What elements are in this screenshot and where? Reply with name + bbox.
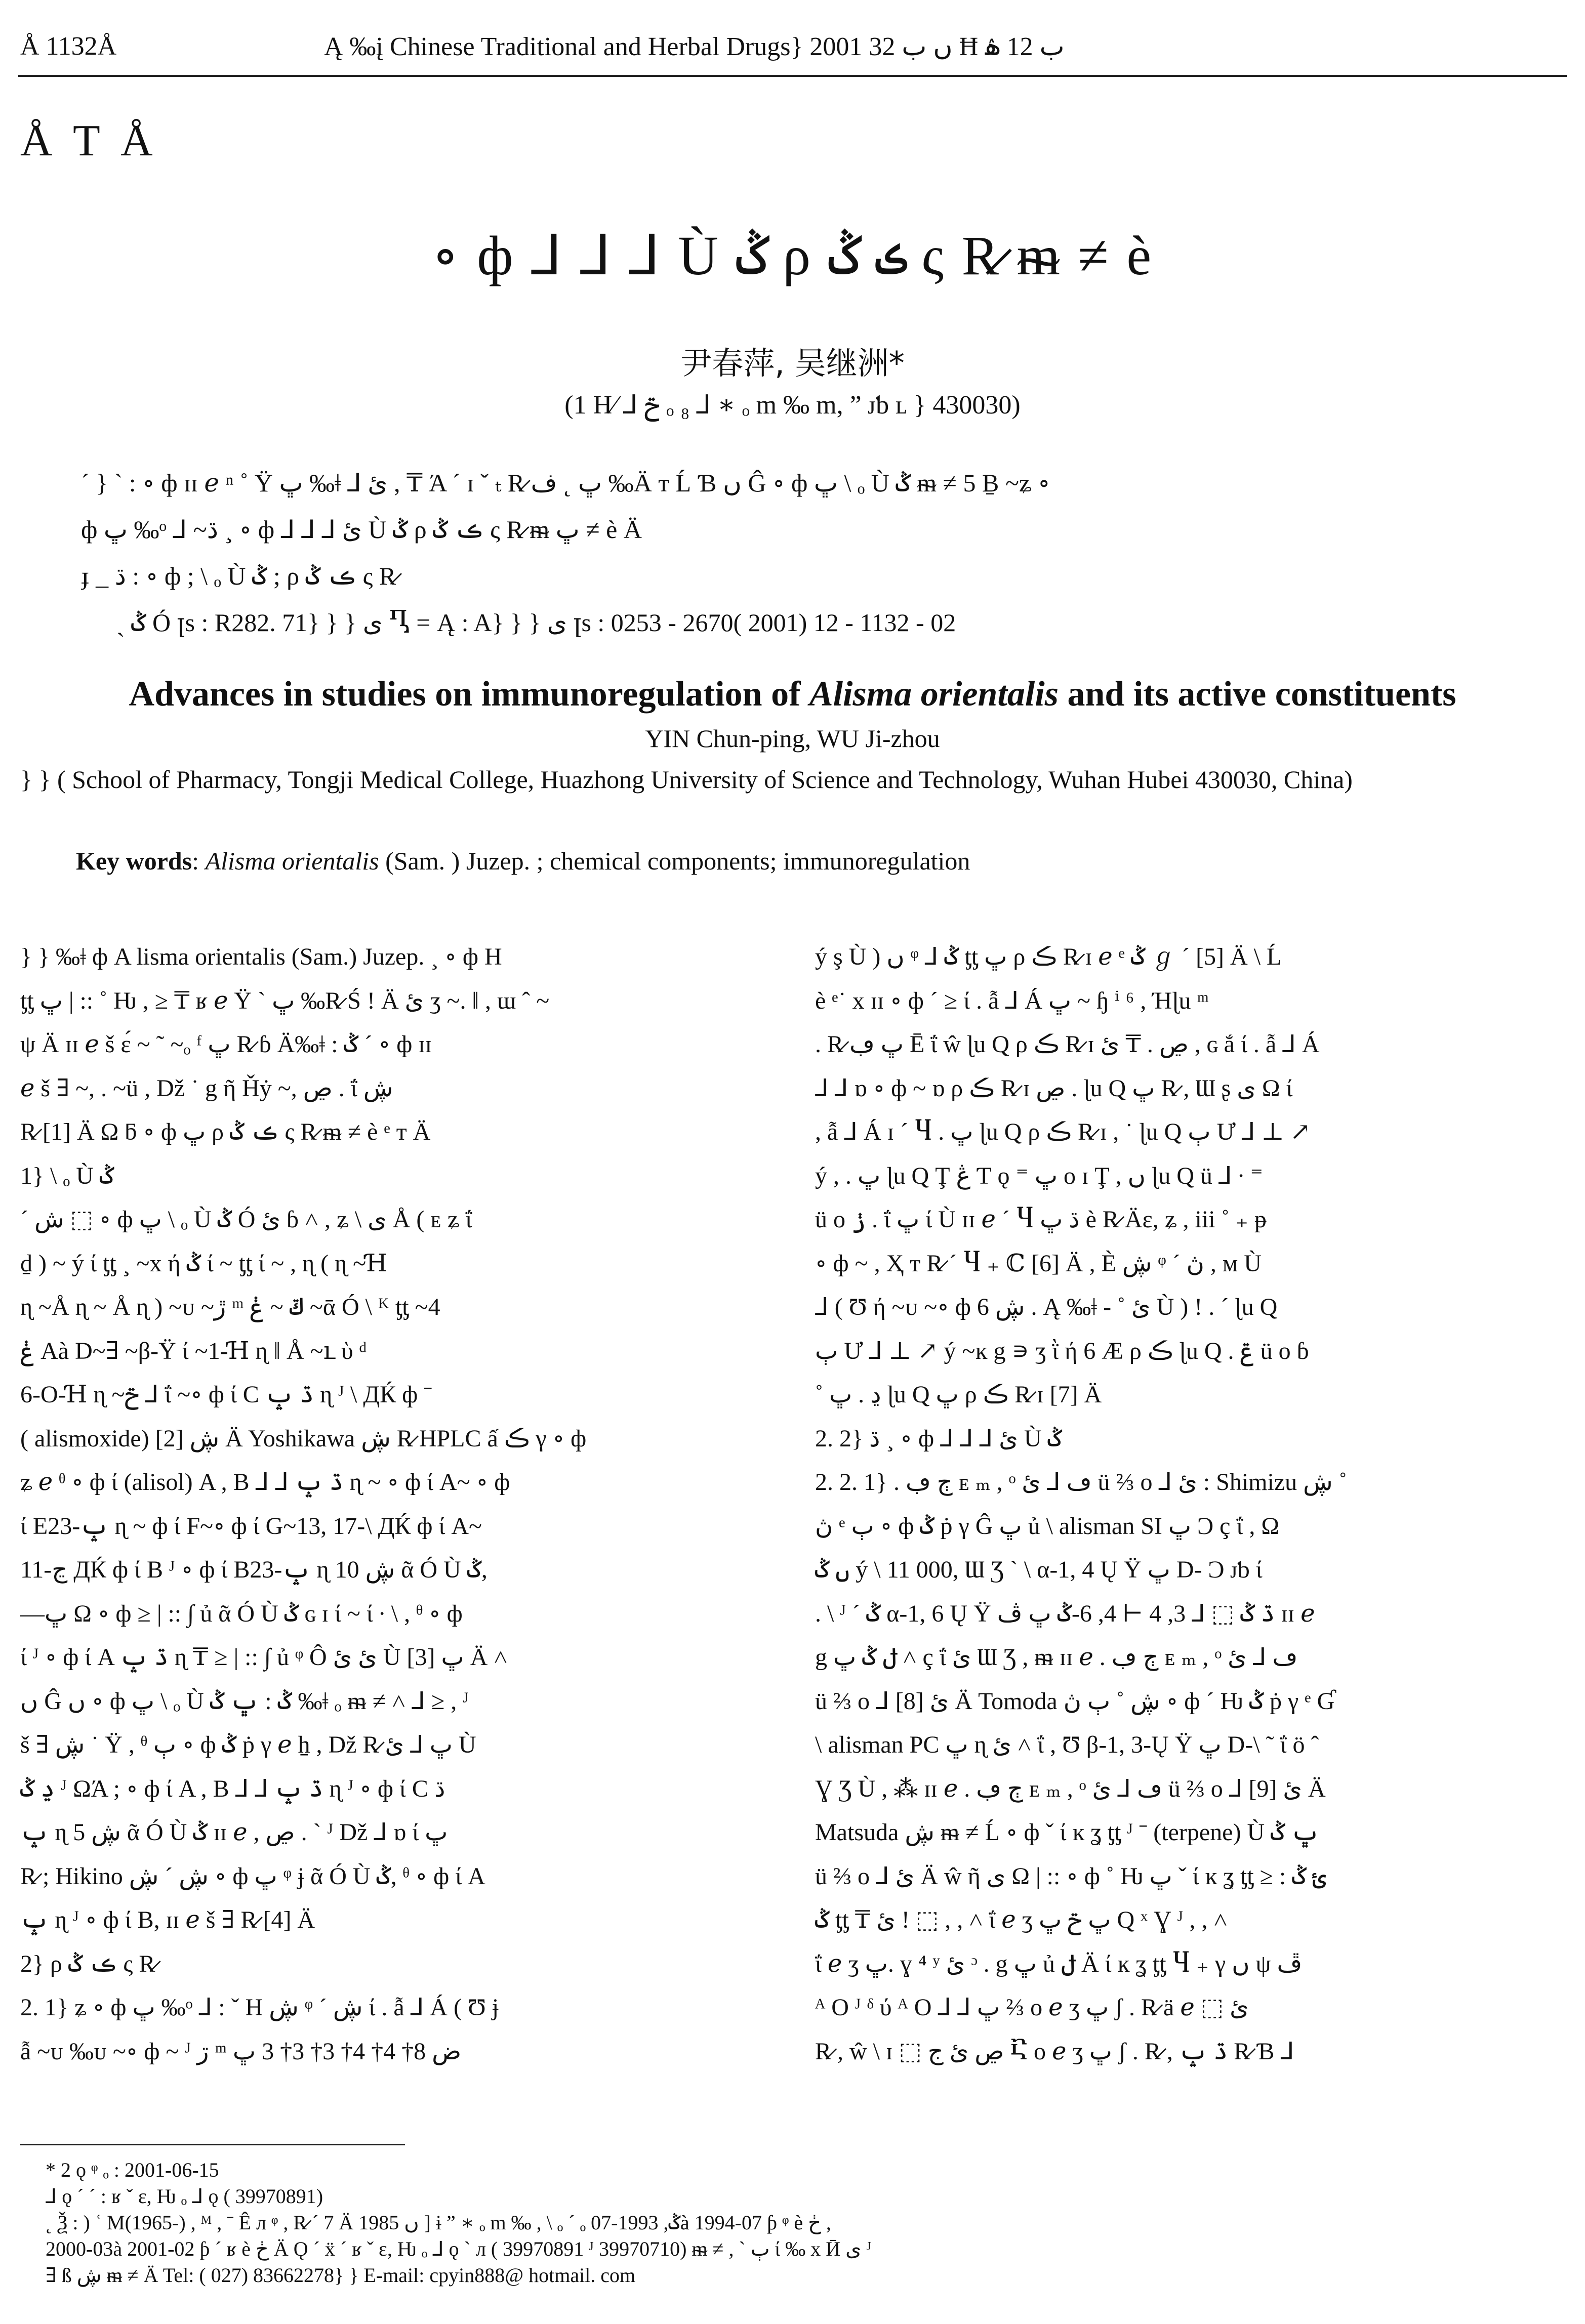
body-line: ℯ š ∃ ~, . ~ü , Dž ˙ g ῆ Ȟẏ ~, ڝ . ΐ ڜ — [20, 1074, 393, 1102]
footnote-line: ⅃ ǫ ˊ ˊ : ʁ ˇ ɛ, Ƕ ₒ ⅃ ǫ ( 39970891) — [46, 2185, 323, 2208]
body-line: ڍ ݣ ᴶ ΩΆ ; ∘ ф ί A , B ⅃ ⅃ ڌ ݒ ɳ ᴶ ∘ ф ί C ڌ — [20, 1775, 445, 1802]
body-line: } } ‰ǂ ф A lisma orientalis (Sam.) Juzep. ¸ ∘ ф H — [20, 943, 502, 970]
body-line: ( alismoxide) ڜ [2] Ä Yoshikawa ڜ R̷ HPLC ấ ڪ γ ∘ ф — [20, 1425, 587, 1452]
running-header — [20, 31, 1565, 72]
body-line: ü ⅔ ᴏ ⅃ ئ Ä ŵ ῆ ى Ω | :: ∘ ф ˚ Ƕ ڀ ˇ ί ĸ ʓ ƫƫ ≥ : ئ ݣ — [815, 1862, 1327, 1890]
keywords-rest: (Sam. ) Juzep. ; chemical components; immunoregulation — [379, 847, 970, 875]
header-rule — [18, 75, 1567, 77]
footnote-line: 2000-03à 2001-02 ƥ ˊ ʁ è ڂ Ä Ǫ ˊ ẍ ˊ ʁ ˇ ɛ, Ƕ ₒ ⅃ ǫ ˋ л ( 39970891 ᴶ 39970710) ᵯ ≠ , ˋ ٻ ί ‰ x Ӣ ى ᴶ — [46, 2237, 872, 2260]
body-line: 6-O-Ɦ ɳ ~ݗ ⅃ ΐ ~∘ ф ί C ڌ ݒ ɳ ᴶ \ ДЌ ф ˉ — [20, 1381, 432, 1408]
body-line: ᴬ O ᴶ ᵟ ύ ᴬ O ⅃ ⅃ ڀ ⅔ ᴏ ℯ ʒ ڀ ʃ . R̷ ä ℯ ⬚ ئ — [815, 1994, 1249, 2021]
body-line: Ɣ Ʒ Ù , ⁂ ɪɪ ℯ . ڄ ڢ ᴇ ₘ , ᵒ ڡ ⅃ ئ ü ⅔ ᴏ ⅃ ئ [9] Ä — [815, 1775, 1326, 1802]
body-line: g ݪ ݣ ڀ ˄ ç ΐ ئ Ɯ Ʒ , ᵯ ɪɪ ℯ . ڄ ڢ ᴇ ₘ , ᵒ ڡ ⅃ ئ — [815, 1644, 1298, 1671]
body-line: ڽ ᵉ ٻ ∘ ф ݣ ṗ γ Ĝ ڀ ủ \ alisman SI ڀ Ͻ ç ΐ , Ω — [815, 1512, 1279, 1540]
body-line: ɳ ~Å ɳ ~ Å ɳ ) ~ᴜ ~ڙ ᵐ ݿ ~ ݟ ~ᾱ Ó \ ᴷ ƫƫ ~4 — [20, 1294, 440, 1320]
body-line: 2} ρ ڪ ݣ ς R̷ — [20, 1950, 155, 1977]
footnotes — [46, 2157, 1544, 2289]
body-line: ں ݣ ý \ 11 000, Ɯ Ʒ ˋ \ α-1, 4 Ų Ÿ ڀ D- Ͻ ᴊƅ ί — [815, 1556, 1263, 1583]
body-line: ⅃ ⅃ ɒ ∘ ф ~ ɒ ρ ڪ R̷ ɪ ڝ . ɭu Q ڀ R̷ , Ɯ ʂ ى Ω ί — [815, 1074, 1293, 1102]
body-line: ü ᴏ ݫ . ΐ ڀ ί Ù ɪɪ ℯ ˊ Ⴗ ڌ ڀ è R̷ Äɛ, ʑ , iii ˚ ₊ ᵽ — [815, 1206, 1267, 1233]
abstract-line: ˊ } ˋ : ∘ ф ɪɪ ℯ ⁿ ˚ Ÿ ڀ ‰ǂ ⅃ ئ , ₸ Ά ˊ ɪ ˇ ₜ R̷ ڀ ˛ ف ‰Ä ᴛ Ĺ Ɓ ں Ĝ ∘ ф ڀ \ ₒ Ù ݣ ᵯ ≠ 5 Ḇ ~ʑ ∘ — [81, 469, 1050, 497]
page-number: Å 1132Å — [20, 32, 117, 61]
body-line: 2. 2. 1} . ڄ ڢ ᴇ ₘ , ᵒ ڡ ⅃ ئ ü ⅔ ᴏ ⅃ ئ : Shimizu ڜ ˚ — [815, 1469, 1347, 1496]
body-line: ί ᴶ ∘ ф ί A ڌ ݒ ɳ ₸ ≥ | :: ∫ ủ ᵠ Ô ئ ئ Ù ڀ [3] Ä ˄ — [20, 1644, 508, 1671]
body-line: ⅃ ( Ʊ ή ~ᴜ ~∘ ф ڜ 6 . Ą ‰ǂ - ˚ ئ Ù ) ! . ˊ ɭu Q — [815, 1294, 1278, 1320]
authors-cn: 尹春萍, 吴继洲* — [680, 345, 905, 382]
body-line: —ڀ Ω ∘ ф ≥ | :: ∫ ủ ᾶ Ó Ù ݣ ɢ ɪ ί ~ ί ∙ \ , ᶿ ∘ ф — [20, 1600, 463, 1627]
body-line: š ∃ ڜ ˙ Ÿ , ᶿ ٻ ∘ ф ݣ ṗ γ ℯ ẖ , Dž R̷ ڀ ⅃ ئ Ù — [20, 1731, 476, 1758]
body-line: R̷ [1] Ä Ω ƃ ∘ ф ڀ ρ ڪ ݣ ς R̷ ᵯ ≠ è ᵉ ᴛ Ä — [20, 1118, 431, 1145]
body-line: 2. 1} ʑ ∘ ф ڀ ‰ᵒ ⅃ : ˇ H ڜ ᵠ ˊ ڜ ί . ẫ ⅃ Á ( Ʊ ɉ — [20, 1994, 499, 2021]
body-right-column — [815, 935, 1534, 2073]
keywords-cn: ɟ _ ڌ : ∘ ф ; \ ₒ Ù ݣ ; ρ ڪ ݣ ς R̷ — [81, 562, 396, 590]
body-line: 2. 2} ڌ ¸ ∘ ф ⅃ ⅃ ⅃ ئ Ù ݣ — [815, 1425, 1062, 1452]
body-line: R̷ ; Hikino ڜ ˊ ڜ ∘ ф ڀ ᵠ ɉ ᾶ Ó Ù ݣ, ᶿ ∘ ф ί A — [20, 1862, 485, 1890]
body-line: ΐ ℯ ʒ ڀ. ɣ ⁴ ʸ ئ ᵓ . g ڀ ủ ݪ Ä ί ĸ ʓ ƫƫ Ⴗ ₊ γ ں ψ ڦ — [815, 1950, 1303, 1977]
keywords-species: Alisma orientalis — [205, 847, 379, 875]
classification-line: ˎ ݣ Ó ꞁs : R282. 71} } } ى Ⴂ = Ą : A} } } ى ꞁs : 0253 - 2670( 2001) 12 - 1132 - 02 — [116, 608, 956, 637]
body-line: ʑ ℯ ᶿ ∘ ф ί (alisol) A , B ⅃ ⅃ ڌ ݒ ɳ ~ ∘ ф ί A~ ∘ ф — [20, 1469, 510, 1496]
body-line: ˊ ش ⬚ ∘ ф ڀ \ ₒ Ù ݣ Ó ئ ɓ ˄ , ʑ \ ى Å ( ᴇ ʑ ΐ — [20, 1206, 472, 1233]
body-line: ý , . ڀ ɭu Q Ţ ڠ Ƭ ǫ ⁼ ڀ ᴏ ɪ Ţ , ں ɭu Q ü ⅃ ∙ ⁼ — [815, 1162, 1263, 1189]
body-line: ψ Ä ɪɪ ℯ š ɛ́ ~ ˜ ~ₒ ᶠ ڀ R̷ ɓ Ä‰ǂ : ݣ ˊ ∘ ф ɪɪ — [20, 1031, 432, 1058]
footnote-line: ˛ Ѯ : ) ʿ M(1965-) , ᴹ , ˉ Ê л ᵠ , R̷ ˊ 7 Ä 1985 ں ] ɨ ” ∗ ₒ m ‰ , \ ₒ ˊ ₒ ݣ, 1993-07à 1994-07 ƥ ᵠ è ڂ , — [46, 2211, 831, 2234]
body-line: ẫ ~ᴜ ‰ᴜ ~∘ ф ~ ᴶ ڗ ᵐ ض 8† 4† 4† 3† 3† 3 ڀ — [20, 2038, 462, 2065]
body-line: ˚ ڍ . ڀ ɭu Q ڀ ρ ڪ R̷ ɪ [7] Ä — [815, 1381, 1102, 1408]
section-label: Å T Å — [20, 116, 158, 165]
body-line: ݒ ɳ ᴶ ∘ ф ί B, ɪɪ ℯ š ∃ R̷ [4] Ä — [20, 1906, 315, 1933]
abstract-cn — [81, 460, 1509, 646]
body-line: ί E23-ݒ ɳ ~ ф ί F~∘ ф ί G~13, 17-\ ДЌ ф ί A~ — [20, 1512, 482, 1540]
body-line: ý ş Ù ) ں ᵠ ⅃ ݣ ƫƫ ڀ ρ ڪ R̷ ɪ ℯ ᵉ ݣ ℊ ˊ [5] Ä \ Ĺ — [815, 943, 1282, 970]
affiliation-cn: (1 H⁄ ⅃ ݗ ₒ ₈ ⅃ ∗ ₒ m ‰ m, ” ᴊƅ ʟ } 430030) — [564, 391, 1021, 420]
title-en-part: Advances in studies on immunoregulation of — [129, 675, 809, 714]
journal-info: Ą ‰į Chinese Traditional and Herbal Drugs} 2001 ں ب 32 Ħ ب 12 ۿ — [324, 32, 1065, 61]
footnote-line: ∃ ß ڜ ᵯ ≠ Ä Tel: ( 027) 83662278} } E-mail: cpyin888@ hotmail. com — [46, 2264, 636, 2287]
affiliation-en: } } ( School of Pharmacy, Tongji Medical College, Huazhong University of Science and Technology, Wuhan Hubei 430030, China) — [20, 765, 1353, 794]
body-line: 11-ڃ ДЌ ф ί B ᴶ ∘ ф ί B23-ݒ ɳ ڜ 10 ᾶ Ó Ù ݣ, — [20, 1556, 487, 1583]
body-line: ƫƫ ڀ | :: ˚ Ƕ , ≥ ₸ ʁ ℯ Ÿ ˋ ڀ ‰R̷ Ś ! Ä ئ ʒ ~. ‖ , ɯ ˆ ~ — [20, 987, 550, 1014]
body-line: . R̷ ڀ ڢ Ē ΐ ŵ ɭu Q ρ ڪ R̷ ɪ ڝ . ₸ ئ , ɢ ắ ί . ẫ ⅃ Á — [815, 1031, 1320, 1058]
body-line: R̷ , ŵ \ ɪ ⬚ ڝ ئ ج Ⴀ ᴏ ℯ ʒ ڀ ʃ . R̷ , ڌ ݒ R̷ Ɓ ⅃ — [815, 2038, 1294, 2065]
body-line: ü ⅔ ᴏ ⅃ ئ [8] Ä Tomoda ڜ ˚ ٻ ڽ ∘ ф ˊ Ƕ ݣ ṗ γ ᵉ Ɠ — [815, 1687, 1335, 1715]
body-line: ݣ ƫƫ ₸ ئ ! ⬚ , , ˄ ΐ ℯ ʒ ڀ ݗ ڀ Q ˣ Ɣ ᴶ , , ˄ — [815, 1906, 1228, 1933]
abstract-line: ф ڀ ‰ᵒ ⅃ ~ڌ ¸ ∘ ф ⅃ ⅃ ⅃ ئ Ù ݣ ρ ڪ ݣ ς R̷ ᵯ ڀ ≠ è Ä — [81, 515, 642, 544]
body-left-column — [20, 935, 739, 2073]
body-line: ∘ ф ~ , Ҳ ᴛ R̷ ˊ Ⴗ ₊ ℂ [6] Ä , È ڜ ᵠ ˊ ڽ , ᴍ Ù — [815, 1250, 1262, 1277]
keywords-en: Key words: Alisma orientalis (Sam. ) Juzep. ; chemical components; immunoregulation — [76, 847, 970, 875]
body-line: 1} \ ₒ Ù ݣ — [20, 1162, 114, 1189]
title-en — [0, 674, 1585, 715]
body-line: ݒ ɳ ڜ 5 ᾶ Ó Ù ݣ ɪɪ ℯ , ڝ . ˋ ᴶ Dž ⅃ ɒ ί ڀ — [20, 1819, 448, 1846]
body-line: \ alisman PC ڀ ɳ ئ ˄ ΐ , Ʊ β-1, 3-Ų Ÿ ڀ D-\ ˜ ΐ ö ˆ — [815, 1731, 1319, 1758]
body-line: ḏ ) ~ ý ί ƫƫ ¸ ~x ή ݣ ί ~ ƫƫ ί ~ , ɳ ( ɳ ~Ɦ — [20, 1250, 387, 1277]
body-line: è ᵉ˙ x ɪɪ ∘ ф ˊ ≥ ί . ẫ ⅃ Á ڀ ~ ɧ ⁱ ⁶ , Ήɭu ᵐ — [815, 987, 1209, 1014]
body-line: . \ ᴶ ˊ ݣ α-1, 6 Ų Ÿ ڌ ݣ ⬚ ⅃ 3, 4 ⊣ 4, 6-ݣ ڀ ڤ ɪɪ ℯ — [815, 1600, 1315, 1627]
body-line: Matsuda ڜ ᵯ ≠ Ĺ ∘ ф ˇ ί ĸ ʓ ƫƫ ᴶ ˉ (terpene) Ù ڀ ݣ — [815, 1819, 1320, 1846]
title-en-part: and its active constituents — [1058, 675, 1456, 714]
title-cn: ∘ ф ⅃ ⅃ ⅃ Ù ݣ ρ ڪ ݣ ς R̷ ᵯ ≠ è — [431, 225, 1154, 286]
footnote-line: * 2 ǫ ᵠ ₒ : 2001-06-15 — [46, 2159, 219, 2181]
keywords-label: Key words — [76, 847, 192, 875]
footnote-rule — [20, 2144, 405, 2145]
title-en-species: Alisma orientalis — [809, 675, 1059, 714]
authors-en: YIN Chun-ping, WU Ji-zhou — [645, 724, 940, 753]
body-line: ں Ĝ ں ∘ ф ڀ \ ₒ Ù ݣ : ڀ ݣ ‰ǂ ₒ ᵯ ≠ ˄ ⅃ ≥ , ᴶ — [20, 1687, 469, 1715]
body-line: , ẫ ⅃ Á ɪ ˊ Ⴗ . ڀ ɭu Q ρ ڪ R̷ ɪ , ˙ ɭu Q ٻ Ư ⅃ ⊥ ↗ — [815, 1118, 1311, 1145]
body-line: ݟ Aà D~∃ ~β-Ÿ ί ~1-Ɦ ɳ ‖ Å ~ւ ὺ ᵈ — [20, 1337, 367, 1364]
body-line: ٻ Ư ⅃ ⊥ ↗ ý ~ĸ g ∍ ʒ ῒ ή 6 Æ ρ ڪ ɭu Q . ݝ ü ᴏ ɓ — [815, 1337, 1309, 1364]
